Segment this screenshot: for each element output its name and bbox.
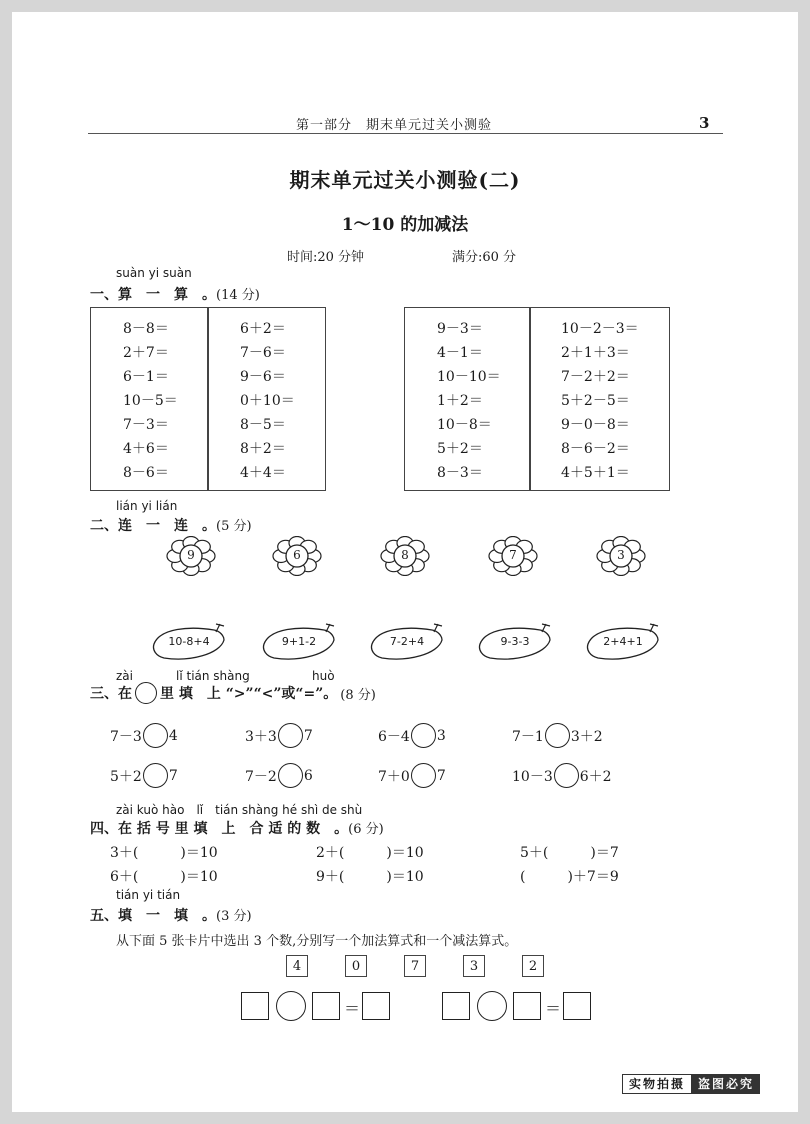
leaf-card[interactable]: [368, 622, 450, 664]
flower-number: 8: [401, 548, 409, 562]
leaf-card[interactable]: [150, 622, 232, 664]
compare-circle[interactable]: [545, 723, 570, 748]
flower-number: 6: [293, 548, 301, 562]
compare-right: 6＋2: [579, 768, 612, 785]
compare-item: [512, 763, 612, 788]
calc-expression: 9－0－8＝: [561, 417, 630, 433]
compare-item: [245, 763, 313, 788]
fill-blank-expression[interactable]: 9＋( )＝10: [316, 869, 424, 885]
answer-box[interactable]: [442, 992, 470, 1020]
compare-item: [110, 723, 178, 748]
compare-right: 7: [168, 767, 178, 784]
section5-pinyin: tián yi tián: [116, 888, 181, 902]
calc-expression: 4＋4＝: [240, 465, 286, 481]
number-card[interactable]: 2: [522, 955, 544, 977]
number-card[interactable]: 7: [404, 955, 426, 977]
badge-left: 实物拍摄: [622, 1074, 692, 1094]
compare-left: 7－2: [245, 768, 277, 785]
operator-circle[interactable]: [477, 991, 507, 1021]
section4-pinyin: zài kuò hào lǐ tián shàng hé shì de shù: [116, 803, 363, 817]
fill-blank-expression[interactable]: 3＋( )＝10: [110, 845, 218, 861]
number-card[interactable]: 4: [286, 955, 308, 977]
compare-left: 3＋3: [245, 728, 277, 745]
number-card[interactable]: 0: [345, 955, 367, 977]
compare-left: 5＋2: [110, 768, 142, 785]
leaf-card[interactable]: [584, 622, 666, 664]
calc-expression: 7－3＝: [123, 417, 169, 433]
flower-number: 9: [187, 548, 195, 562]
leaf-expression: 9+1-2: [281, 635, 317, 648]
leaf-expression: 2+4+1: [603, 635, 643, 648]
answer-box[interactable]: [563, 992, 591, 1020]
section4-points: (6 分): [348, 822, 384, 837]
circle-icon: [135, 682, 157, 704]
section5-points: (3 分): [216, 909, 252, 924]
header-rule: [88, 133, 723, 134]
fill-blank-expression[interactable]: 2＋( )＝10: [316, 845, 424, 861]
section1-label: 一、算 一 算 。: [90, 287, 216, 303]
flower-number: 7: [509, 548, 517, 562]
section4-label: 四、在 括 号 里 填 上 合 适 的 数 。: [90, 821, 349, 837]
calc-expression: 10－10＝: [437, 369, 501, 385]
time-limit: 时间:20 分钟: [287, 250, 365, 265]
compare-right: 7: [303, 727, 313, 744]
calc-expression: 8－3＝: [437, 465, 483, 481]
section3-pinyin-huo: huò: [312, 669, 335, 683]
calc-expression: 4＋5＋1＝: [561, 465, 630, 481]
section2-heading: [90, 515, 252, 535]
calc-expression: 8－5＝: [240, 417, 286, 433]
calc-expression: 7－6＝: [240, 345, 286, 361]
full-score: 满分:60 分: [452, 250, 517, 265]
answer-box[interactable]: [513, 992, 541, 1020]
section1-points: (14 分): [216, 288, 260, 303]
section5-heading: [90, 905, 252, 925]
section3-points: (8 分): [340, 687, 376, 703]
calc-expression: 8－8＝: [123, 321, 169, 337]
leaf-card[interactable]: [476, 622, 558, 664]
section5-label: 五、填 一 填 。: [90, 908, 216, 924]
section3-pinyin-zai: zài: [116, 669, 133, 683]
fill-blank-expression[interactable]: ( )＋7＝9: [520, 869, 619, 885]
flower-card[interactable]: [596, 536, 646, 576]
compare-right: 3＋2: [570, 728, 603, 745]
calc-expression: 8－6＝: [123, 465, 169, 481]
calc-expression: 10－5＝: [123, 393, 178, 409]
calc-expression: 0＋10＝: [240, 393, 295, 409]
flower-card[interactable]: [166, 536, 216, 576]
compare-circle[interactable]: [278, 763, 303, 788]
compare-item: [110, 763, 178, 788]
section3-heading: [90, 682, 376, 704]
compare-circle[interactable]: [554, 763, 579, 788]
compare-right: 3: [436, 727, 446, 744]
calc-expression: 9－6＝: [240, 369, 286, 385]
calc-expression: 5＋2－5＝: [561, 393, 630, 409]
calc-expression: 2＋7＝: [123, 345, 169, 361]
section4-heading: [90, 818, 384, 838]
flower-number: 3: [617, 548, 625, 562]
compare-circle[interactable]: [278, 723, 303, 748]
table-divider: [207, 308, 209, 490]
table-divider: [529, 308, 531, 490]
section2-label: 二、连 一 连 。: [90, 518, 216, 534]
leaf-card[interactable]: [260, 622, 342, 664]
section2-points: (5 分): [216, 519, 252, 534]
compare-left: 7－1: [512, 728, 544, 745]
compare-item: [512, 723, 603, 748]
badge-right: 盗图必究: [692, 1074, 760, 1094]
leaf-expression: 10-8+4: [168, 635, 210, 648]
calc-expression: 1＋2＝: [437, 393, 483, 409]
leaf-expression: 7-2+4: [389, 635, 425, 648]
running-header: 第一部分 期末单元过关小测验: [296, 118, 493, 133]
leaf-expression: 9-3-3: [500, 635, 530, 648]
section5-instruction: 从下面 5 张卡片中选出 3 个数,分别写一个加法算式和一个减法算式。: [116, 934, 518, 949]
section2-pinyin: lián yi lián: [116, 499, 178, 513]
compare-circle[interactable]: [143, 723, 168, 748]
compare-circle[interactable]: [411, 763, 436, 788]
calc-expression: 10－2－3＝: [561, 321, 639, 337]
compare-circle[interactable]: [411, 723, 436, 748]
compare-item: [245, 723, 313, 748]
page-title: 期末单元过关小测验(二): [289, 168, 521, 192]
answer-box[interactable]: [362, 992, 390, 1020]
flower-card[interactable]: [272, 536, 322, 576]
calc-expression: 4＋6＝: [123, 441, 169, 457]
calc-expression: 9－3＝: [437, 321, 483, 337]
section3-label-a: 三、在: [90, 686, 132, 702]
fill-blank-expression[interactable]: 5＋( )＝7: [520, 845, 619, 861]
section3-label-b: 里 填 上 “>”“<”或“=”。: [160, 686, 338, 702]
compare-right: 6: [303, 767, 313, 784]
flower-card[interactable]: [380, 536, 430, 576]
section3-pinyin-li-tian-shang: lǐ tián shàng: [176, 669, 250, 683]
operator-circle[interactable]: [276, 991, 306, 1021]
compare-right: 7: [436, 767, 446, 784]
compare-left: 7＋0: [378, 768, 410, 785]
calc-expression: 5＋2＝: [437, 441, 483, 457]
equals-sign: ＝: [344, 999, 361, 1018]
calc-expression: 8－6－2＝: [561, 441, 630, 457]
calc-expression: 8＋2＝: [240, 441, 286, 457]
calc-expression: 10－8＝: [437, 417, 492, 433]
calc-expression: 7－2＋2＝: [561, 369, 630, 385]
page-number: 3: [699, 114, 710, 132]
compare-left: 10－3: [512, 768, 553, 785]
calc-expression: 6＋2＝: [240, 321, 286, 337]
compare-item: [378, 723, 446, 748]
answer-box[interactable]: [312, 992, 340, 1020]
flower-card[interactable]: [488, 536, 538, 576]
calc-expression: 2＋1＋3＝: [561, 345, 630, 361]
calc-expression: 4－1＝: [437, 345, 483, 361]
calc-expression: 6－1＝: [123, 369, 169, 385]
section1-pinyin: suàn yi suàn: [116, 266, 192, 280]
page-subtitle: 1～10 的加减法: [341, 215, 469, 235]
compare-right: 4: [168, 727, 178, 744]
compare-circle[interactable]: [143, 763, 168, 788]
equals-sign: ＝: [545, 999, 562, 1018]
number-card[interactable]: 3: [463, 955, 485, 977]
compare-left: 7－3: [110, 728, 142, 745]
watermark-badge: [622, 1074, 760, 1094]
compare-left: 6－4: [378, 728, 410, 745]
compare-item: [378, 763, 446, 788]
fill-blank-expression[interactable]: 6＋( )＝10: [110, 869, 218, 885]
section1-heading: [90, 284, 260, 304]
answer-box[interactable]: [241, 992, 269, 1020]
